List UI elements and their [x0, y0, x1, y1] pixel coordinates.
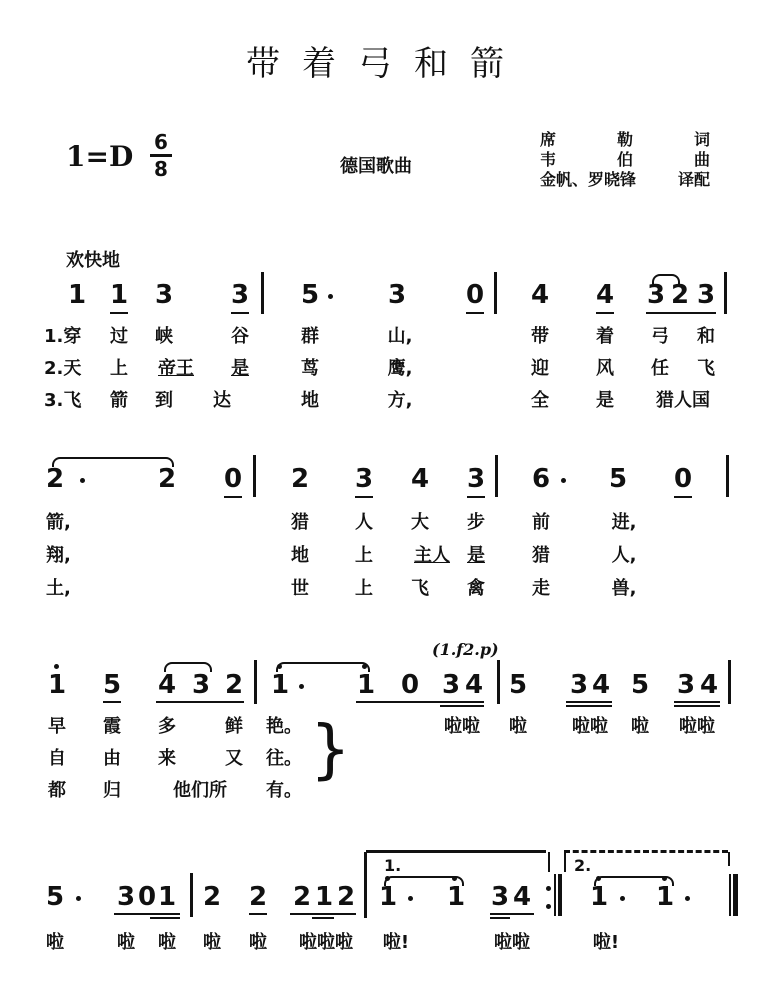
- credit-role: 曲: [693, 150, 710, 169]
- underline: [231, 312, 249, 314]
- lyric: 地: [301, 390, 319, 411]
- note: 1: [157, 882, 177, 912]
- lyric: 带: [531, 326, 549, 347]
- note: 3: [441, 670, 461, 700]
- lyric: 啦啦: [679, 716, 715, 737]
- double-underline: [440, 705, 484, 707]
- lyric: 过: [110, 326, 128, 347]
- lyric: 地: [291, 545, 309, 566]
- repeat-bar-thick: [558, 874, 562, 916]
- lyric: 禽: [467, 578, 485, 599]
- note: 5: [608, 464, 628, 494]
- bar-line: [726, 455, 729, 497]
- lyric: 1.穿: [44, 326, 82, 347]
- lyric: 由: [103, 748, 121, 769]
- note: 0: [400, 670, 420, 700]
- lyric: 猎: [291, 512, 309, 533]
- double-underline: [312, 917, 334, 919]
- lyric: 啦: [203, 932, 221, 953]
- bar-line: [728, 660, 731, 704]
- underline: [355, 496, 373, 498]
- repeat-dot: [546, 904, 551, 909]
- lyric: 前: [532, 512, 550, 533]
- credit-composer: [540, 150, 710, 170]
- credit-role: 词: [693, 130, 710, 149]
- bar-line: [364, 852, 367, 918]
- lyric: 啦: [158, 932, 176, 953]
- note: 4: [530, 280, 550, 310]
- lyric: 着: [596, 326, 614, 347]
- lyric: 2.天: [44, 358, 82, 379]
- lyric: 啦: [46, 932, 64, 953]
- lyric: 多: [158, 716, 176, 737]
- note: 3: [646, 280, 666, 310]
- song-origin: 德国歌曲: [340, 156, 412, 177]
- bar-line: [190, 873, 193, 917]
- lyric: 方,: [387, 390, 413, 411]
- lyric: 自: [48, 748, 66, 769]
- lyric: 霞: [103, 716, 121, 737]
- underline: [103, 701, 121, 703]
- volta-start-2: [564, 852, 566, 872]
- note: 3: [387, 280, 407, 310]
- credit-lyricist: [540, 130, 710, 150]
- credit-name: 席: [540, 130, 557, 149]
- volta-end-2: [728, 852, 730, 866]
- underline: [156, 701, 244, 703]
- volta-end-1: [548, 852, 550, 872]
- lyric: 上: [110, 358, 128, 379]
- note: 5: [102, 670, 122, 700]
- credit-role: 译配: [677, 170, 710, 189]
- high-octave-dot: [596, 876, 601, 881]
- note: 6: [531, 464, 551, 494]
- note: 3: [569, 670, 589, 700]
- high-octave-dot: [362, 664, 367, 669]
- note: 2: [224, 670, 244, 700]
- credit-name: 金帆、罗晓锋: [540, 170, 637, 189]
- note: 0: [137, 882, 157, 912]
- lyric: 啦!: [592, 932, 620, 953]
- lyric: 主人: [414, 545, 450, 566]
- note: 5: [508, 670, 528, 700]
- note: 2: [157, 464, 177, 494]
- repeat-dot: [546, 886, 551, 891]
- volta-label-2: 2.: [574, 856, 592, 875]
- note: 4: [157, 670, 177, 700]
- lyric: 峡: [155, 326, 173, 347]
- lyric: 啦: [117, 932, 135, 953]
- volta-bracket-2: [564, 850, 728, 853]
- note: 1: [109, 280, 129, 310]
- lyric: 艳。: [266, 716, 302, 737]
- key-signature: 1=D: [66, 140, 134, 173]
- final-bar-thin: [729, 874, 731, 916]
- volta-bracket-1: [366, 850, 546, 853]
- double-underline: [674, 705, 720, 707]
- underline: [466, 312, 484, 314]
- credit-translators: [540, 170, 710, 190]
- lyric: 走: [532, 578, 550, 599]
- lyric: 进,: [611, 512, 637, 533]
- underline: [249, 913, 267, 915]
- note: 1: [314, 882, 334, 912]
- credit-name: 勒: [616, 130, 633, 149]
- underline: [110, 312, 128, 314]
- lyric: 人: [355, 512, 373, 533]
- high-octave-dot: [452, 876, 457, 881]
- note: 4: [410, 464, 430, 494]
- note: 1: [655, 882, 675, 912]
- lyric: 都: [48, 780, 66, 801]
- augmentation-dot: [299, 684, 304, 689]
- note: 4: [591, 670, 611, 700]
- time-numerator: 6: [154, 130, 168, 154]
- note: 1: [446, 882, 466, 912]
- note: 5: [300, 280, 320, 310]
- lyric: 猎: [532, 545, 550, 566]
- lyric: 迎: [531, 358, 549, 379]
- lyric: 啦啦: [444, 716, 480, 737]
- lyric: 啦!: [382, 932, 410, 953]
- lyric: 飞: [697, 358, 715, 379]
- augmentation-dot: [561, 478, 566, 483]
- tie: [52, 457, 174, 467]
- lyric: 来: [158, 748, 176, 769]
- note: 1: [270, 670, 290, 700]
- lyric: 兽,: [611, 578, 637, 599]
- lyric: 啦啦: [572, 716, 608, 737]
- lyric: 啦: [249, 932, 267, 953]
- augmentation-dot: [620, 896, 625, 901]
- time-denominator: 8: [154, 157, 168, 181]
- double-underline: [150, 917, 180, 919]
- bar-line: [261, 272, 264, 314]
- note: 0: [673, 464, 693, 494]
- high-octave-dot: [662, 876, 667, 881]
- underline: [596, 312, 614, 314]
- lyric: 3.飞: [44, 390, 82, 411]
- note: 3: [116, 882, 136, 912]
- lyric: 翔,: [46, 545, 71, 566]
- note: 2: [202, 882, 222, 912]
- underline: [356, 701, 484, 703]
- lyric: 啦: [631, 716, 649, 737]
- lyric: 全: [531, 390, 549, 411]
- note: 5: [45, 882, 65, 912]
- credit-name: 伯: [616, 150, 633, 169]
- note: 4: [595, 280, 615, 310]
- lyric: 到: [155, 390, 173, 411]
- lyric: 步: [467, 512, 485, 533]
- note: 3: [676, 670, 696, 700]
- underline: [224, 496, 242, 498]
- lyric: 是: [231, 358, 249, 379]
- bar-line: [497, 660, 500, 704]
- augmentation-dot: [76, 896, 81, 901]
- dynamics-marking: (1.f2.p): [432, 640, 499, 659]
- note: 4: [464, 670, 484, 700]
- high-octave-dot: [277, 664, 282, 669]
- lyric: 上: [355, 545, 373, 566]
- note: 3: [696, 280, 716, 310]
- augmentation-dot: [80, 478, 85, 483]
- note: 0: [465, 280, 485, 310]
- lyric: 鲜: [225, 716, 243, 737]
- lyric: 归: [103, 780, 121, 801]
- lyric: 往。: [266, 748, 302, 769]
- note: 2: [248, 882, 268, 912]
- tie: [276, 662, 370, 672]
- lyric: 山,: [387, 326, 413, 347]
- underline: [646, 312, 716, 314]
- augmentation-dot: [685, 896, 690, 901]
- lyric: 土,: [46, 578, 71, 599]
- note: 3: [354, 464, 374, 494]
- note: 1: [378, 882, 398, 912]
- underline: [114, 913, 180, 915]
- lyric: 是: [467, 545, 485, 566]
- lyric: 是: [596, 390, 614, 411]
- underline: [566, 701, 612, 703]
- note: 1: [589, 882, 609, 912]
- bar-line: [724, 272, 727, 314]
- underline: [490, 913, 534, 915]
- repeat-bar-thin: [554, 874, 556, 916]
- note: 2: [290, 464, 310, 494]
- note: 1: [67, 280, 87, 310]
- note: 3: [191, 670, 211, 700]
- underline: [674, 496, 692, 498]
- note: 2: [292, 882, 312, 912]
- time-signature: [150, 132, 172, 179]
- lyric: 有。: [266, 780, 302, 801]
- lyric: 早: [48, 716, 66, 737]
- lyric: 啦: [509, 716, 527, 737]
- underline: [674, 701, 720, 703]
- verse-brace: }: [310, 713, 351, 787]
- lyric: 茑: [301, 358, 319, 379]
- high-octave-dot: [385, 876, 390, 881]
- lyric: 啦啦: [494, 932, 530, 953]
- lyric: 和: [697, 326, 715, 347]
- note: 3: [490, 882, 510, 912]
- bar-line: [495, 455, 498, 497]
- note: 3: [230, 280, 250, 310]
- lyric: 世: [291, 578, 309, 599]
- credits: [540, 130, 710, 190]
- note: 0: [223, 464, 243, 494]
- lyric: 帝王: [158, 358, 194, 379]
- final-bar-thick: [733, 874, 738, 916]
- lyric: 啦啦啦: [299, 932, 353, 953]
- tempo-marking: 欢快地: [66, 250, 120, 271]
- note: 5: [630, 670, 650, 700]
- lyric: 鹰,: [387, 358, 413, 379]
- credit-name: 韦: [540, 150, 557, 169]
- note: 2: [45, 464, 65, 494]
- note: 3: [466, 464, 486, 494]
- lyric: 群: [301, 326, 319, 347]
- note: 1: [47, 670, 67, 700]
- lyric: 又: [225, 748, 243, 769]
- underline: [290, 913, 356, 915]
- lyric: 弓: [651, 326, 669, 347]
- lyric: 上: [355, 578, 373, 599]
- bar-line: [494, 272, 497, 314]
- song-title: 带着弓和箭: [246, 44, 526, 84]
- lyric: 谷: [231, 326, 249, 347]
- bar-line: [254, 660, 257, 704]
- note: 4: [512, 882, 532, 912]
- double-underline: [490, 917, 510, 919]
- double-underline: [566, 705, 612, 707]
- volta-label-1: 1.: [384, 856, 402, 875]
- note: 2: [336, 882, 356, 912]
- high-octave-dot: [54, 664, 59, 669]
- lyric: 达: [213, 390, 231, 411]
- lyric: 任: [651, 358, 669, 379]
- lyric: 人,: [611, 545, 637, 566]
- note: 3: [154, 280, 174, 310]
- lyric: 风: [596, 358, 614, 379]
- note: 4: [699, 670, 719, 700]
- augmentation-dot: [408, 896, 413, 901]
- bar-line: [253, 455, 256, 497]
- lyric: 飞: [411, 578, 429, 599]
- lyric: 猎人国: [656, 390, 710, 411]
- lyric: 箭,: [46, 512, 71, 533]
- underline: [467, 496, 485, 498]
- note: 1: [356, 670, 376, 700]
- augmentation-dot: [328, 294, 333, 299]
- lyric: 大: [411, 512, 429, 533]
- lyric: 箭: [110, 390, 128, 411]
- lyric: 他们所: [173, 780, 227, 801]
- note: 2: [670, 280, 690, 310]
